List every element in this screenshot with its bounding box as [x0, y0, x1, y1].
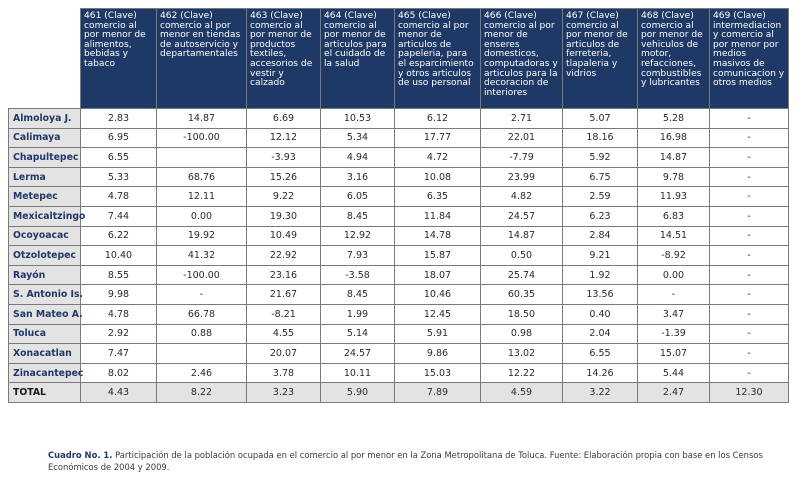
value-cell: 4.43	[81, 383, 157, 403]
value-cell: -	[710, 109, 789, 129]
value-cell: -	[157, 285, 247, 305]
value-cell: 24.57	[481, 206, 563, 226]
value-cell: -	[638, 285, 710, 305]
value-cell: 10.08	[395, 167, 481, 187]
value-cell: 0.98	[481, 324, 563, 344]
header-row	[9, 9, 789, 109]
value-cell: 12.92	[321, 226, 395, 246]
value-cell: 13.02	[481, 344, 563, 364]
value-cell: -	[710, 206, 789, 226]
value-cell: 66.78	[157, 304, 247, 324]
value-cell: 60.35	[481, 285, 563, 305]
value-cell: -1.39	[638, 324, 710, 344]
corner-cell	[9, 9, 81, 109]
value-cell: 12.22	[481, 363, 563, 383]
value-cell: -	[710, 167, 789, 187]
value-cell: 24.57	[321, 344, 395, 364]
column-header: 461 (Clave) comercio al por menor de alimentos, bebidas y tabaco	[81, 9, 157, 109]
municipality-cell: Lerma	[9, 167, 81, 187]
value-cell: 6.75	[563, 167, 638, 187]
value-cell: 3.22	[563, 383, 638, 403]
value-cell: 12.12	[247, 128, 321, 148]
value-cell: 7.89	[395, 383, 481, 403]
table-body	[9, 109, 789, 403]
column-header: 463 (Clave) comercio al por menor de productos textiles, accesorios de vestir y calzado	[247, 9, 321, 109]
value-cell: 14.87	[481, 226, 563, 246]
table-row	[9, 285, 789, 305]
value-cell: 14.87	[638, 148, 710, 168]
value-cell: 10.46	[395, 285, 481, 305]
value-cell: 5.33	[81, 167, 157, 187]
value-cell: 6.23	[563, 206, 638, 226]
municipality-cell: Xonacatlan	[9, 344, 81, 364]
total-row	[9, 383, 789, 403]
value-cell: 18.50	[481, 304, 563, 324]
value-cell: -8.92	[638, 246, 710, 266]
value-cell: 9.21	[563, 246, 638, 266]
value-cell: 41.32	[157, 246, 247, 266]
value-cell: 5.44	[638, 363, 710, 383]
value-cell: 4.59	[481, 383, 563, 403]
value-cell: 0.00	[157, 206, 247, 226]
value-cell: 19.92	[157, 226, 247, 246]
value-cell: -	[710, 148, 789, 168]
table-container	[8, 8, 789, 403]
column-header: 465 (Clave) comercio al por menor de articulos de papeleria, para el esparcimiento y otros articulos de uso personal	[395, 9, 481, 109]
column-header: 467 (Clave) comercio al por menor de articulos de ferreteria, tlapaleria y vidrios	[563, 9, 638, 109]
value-cell: 4.78	[81, 304, 157, 324]
value-cell: 2.92	[81, 324, 157, 344]
value-cell: 0.00	[638, 265, 710, 285]
value-cell: 6.12	[395, 109, 481, 129]
value-cell: 5.90	[321, 383, 395, 403]
value-cell: 0.50	[481, 246, 563, 266]
municipality-cell: TOTAL	[9, 383, 81, 403]
value-cell: 6.05	[321, 187, 395, 207]
value-cell: 5.34	[321, 128, 395, 148]
value-cell: 9.22	[247, 187, 321, 207]
value-cell: 4.78	[81, 187, 157, 207]
value-cell: 3.16	[321, 167, 395, 187]
table-caption	[48, 450, 768, 473]
value-cell: 18.16	[563, 128, 638, 148]
value-cell: -	[710, 187, 789, 207]
table-row	[9, 109, 789, 129]
municipality-cell: Calimaya	[9, 128, 81, 148]
value-cell: 3.78	[247, 363, 321, 383]
table-row	[9, 226, 789, 246]
column-header: 469 (Clave) intermediacion y comercio al por menor por medios masivos de comunicacion y otros medios	[710, 9, 789, 109]
value-cell: 3.23	[247, 383, 321, 403]
value-cell: 13.56	[563, 285, 638, 305]
municipality-cell: S. Antonio Is.	[9, 285, 81, 305]
value-cell: 5.92	[563, 148, 638, 168]
value-cell: 2.71	[481, 109, 563, 129]
value-cell: 1.99	[321, 304, 395, 324]
value-cell: 11.84	[395, 206, 481, 226]
value-cell: 68.76	[157, 167, 247, 187]
value-cell: -	[710, 285, 789, 305]
table-row	[9, 304, 789, 324]
value-cell: -	[710, 324, 789, 344]
value-cell: 12.11	[157, 187, 247, 207]
municipality-cell: Toluca	[9, 324, 81, 344]
value-cell: 5.91	[395, 324, 481, 344]
value-cell	[157, 344, 247, 364]
value-cell: 8.45	[321, 285, 395, 305]
value-cell: -3.93	[247, 148, 321, 168]
value-cell: 10.40	[81, 246, 157, 266]
value-cell: 4.72	[395, 148, 481, 168]
value-cell: 18.07	[395, 265, 481, 285]
value-cell: -7.79	[481, 148, 563, 168]
value-cell: 21.67	[247, 285, 321, 305]
value-cell: 7.44	[81, 206, 157, 226]
value-cell: 6.55	[563, 344, 638, 364]
value-cell: -	[710, 226, 789, 246]
value-cell: 3.47	[638, 304, 710, 324]
municipality-cell: Metepec	[9, 187, 81, 207]
value-cell: 6.69	[247, 109, 321, 129]
value-cell: -	[710, 363, 789, 383]
value-cell: 6.55	[81, 148, 157, 168]
table-row	[9, 167, 789, 187]
value-cell: 2.84	[563, 226, 638, 246]
column-header: 464 (Clave) comercio al por menor de articulos para el cuidado de la salud	[321, 9, 395, 109]
value-cell: 15.26	[247, 167, 321, 187]
value-cell: 14.78	[395, 226, 481, 246]
column-header: 462 (Clave) comercio al por menor en tiendas de autoservicio y departamentales	[157, 9, 247, 109]
value-cell: 17.77	[395, 128, 481, 148]
value-cell: 8.45	[321, 206, 395, 226]
table-row	[9, 206, 789, 226]
value-cell: -	[710, 304, 789, 324]
value-cell: 9.86	[395, 344, 481, 364]
value-cell: 25.74	[481, 265, 563, 285]
value-cell: 4.82	[481, 187, 563, 207]
value-cell: -3.58	[321, 265, 395, 285]
table-row	[9, 187, 789, 207]
value-cell: -8.21	[247, 304, 321, 324]
municipality-cell: Ocoyoacac	[9, 226, 81, 246]
value-cell: 6.95	[81, 128, 157, 148]
value-cell: -100.00	[157, 128, 247, 148]
value-cell: 8.55	[81, 265, 157, 285]
value-cell: 15.07	[638, 344, 710, 364]
value-cell: 10.11	[321, 363, 395, 383]
table-row	[9, 148, 789, 168]
value-cell: 10.49	[247, 226, 321, 246]
value-cell: 20.07	[247, 344, 321, 364]
value-cell: 10.53	[321, 109, 395, 129]
value-cell: 11.93	[638, 187, 710, 207]
value-cell: 23.99	[481, 167, 563, 187]
value-cell: 4.94	[321, 148, 395, 168]
value-cell: 1.92	[563, 265, 638, 285]
column-header: 466 (Clave) comercio al por menor de enseres domesticos, computadoras y articulos para la decoracion de interiores	[481, 9, 563, 109]
value-cell: 2.04	[563, 324, 638, 344]
table-row	[9, 265, 789, 285]
value-cell: 14.87	[157, 109, 247, 129]
value-cell: 23.16	[247, 265, 321, 285]
table-row	[9, 128, 789, 148]
value-cell: -	[710, 246, 789, 266]
column-header: 468 (Clave) comercio al por menor de vehiculos de motor, refacciones, combustibles y lubricantes	[638, 9, 710, 109]
value-cell: 5.28	[638, 109, 710, 129]
employment-table	[8, 8, 789, 403]
caption-label: Cuadro No. 1.	[48, 450, 113, 460]
value-cell: 9.98	[81, 285, 157, 305]
value-cell: 2.59	[563, 187, 638, 207]
value-cell: 6.22	[81, 226, 157, 246]
table-row	[9, 246, 789, 266]
value-cell: 12.30	[710, 383, 789, 403]
value-cell	[157, 148, 247, 168]
value-cell: 0.88	[157, 324, 247, 344]
value-cell: 14.51	[638, 226, 710, 246]
value-cell: 15.03	[395, 363, 481, 383]
municipality-cell: Zinacantepec	[9, 363, 81, 383]
value-cell: -100.00	[157, 265, 247, 285]
value-cell: 2.83	[81, 109, 157, 129]
municipality-cell: Almoloya J.	[9, 109, 81, 129]
value-cell: 5.07	[563, 109, 638, 129]
value-cell: 8.02	[81, 363, 157, 383]
value-cell: 2.46	[157, 363, 247, 383]
value-cell: 5.14	[321, 324, 395, 344]
municipality-cell: San Mateo A.	[9, 304, 81, 324]
value-cell: 2.47	[638, 383, 710, 403]
caption-text: Participación de la población ocupada en el comercio al por menor en la Zona Metropolitana de Toluca. Fuente: Elaboración propia con base en los Censos Económicos de 2004 y 2009.	[48, 450, 763, 472]
value-cell: 22.01	[481, 128, 563, 148]
value-cell: 9.78	[638, 167, 710, 187]
value-cell: 14.26	[563, 363, 638, 383]
value-cell: 16.98	[638, 128, 710, 148]
table-row	[9, 363, 789, 383]
value-cell: 8.22	[157, 383, 247, 403]
table-row	[9, 324, 789, 344]
municipality-cell: Chapultepec	[9, 148, 81, 168]
value-cell: 6.83	[638, 206, 710, 226]
municipality-cell: Otzolotepec	[9, 246, 81, 266]
value-cell: 15.87	[395, 246, 481, 266]
municipality-cell: Mexicaltzingo	[9, 206, 81, 226]
value-cell: 22.92	[247, 246, 321, 266]
table-row	[9, 344, 789, 364]
value-cell: 19.30	[247, 206, 321, 226]
value-cell: 7.93	[321, 246, 395, 266]
value-cell: 0.40	[563, 304, 638, 324]
value-cell: -	[710, 265, 789, 285]
value-cell: -	[710, 128, 789, 148]
value-cell: 12.45	[395, 304, 481, 324]
value-cell: 4.55	[247, 324, 321, 344]
value-cell: 6.35	[395, 187, 481, 207]
value-cell: -	[710, 344, 789, 364]
value-cell: 7.47	[81, 344, 157, 364]
municipality-cell: Rayón	[9, 265, 81, 285]
